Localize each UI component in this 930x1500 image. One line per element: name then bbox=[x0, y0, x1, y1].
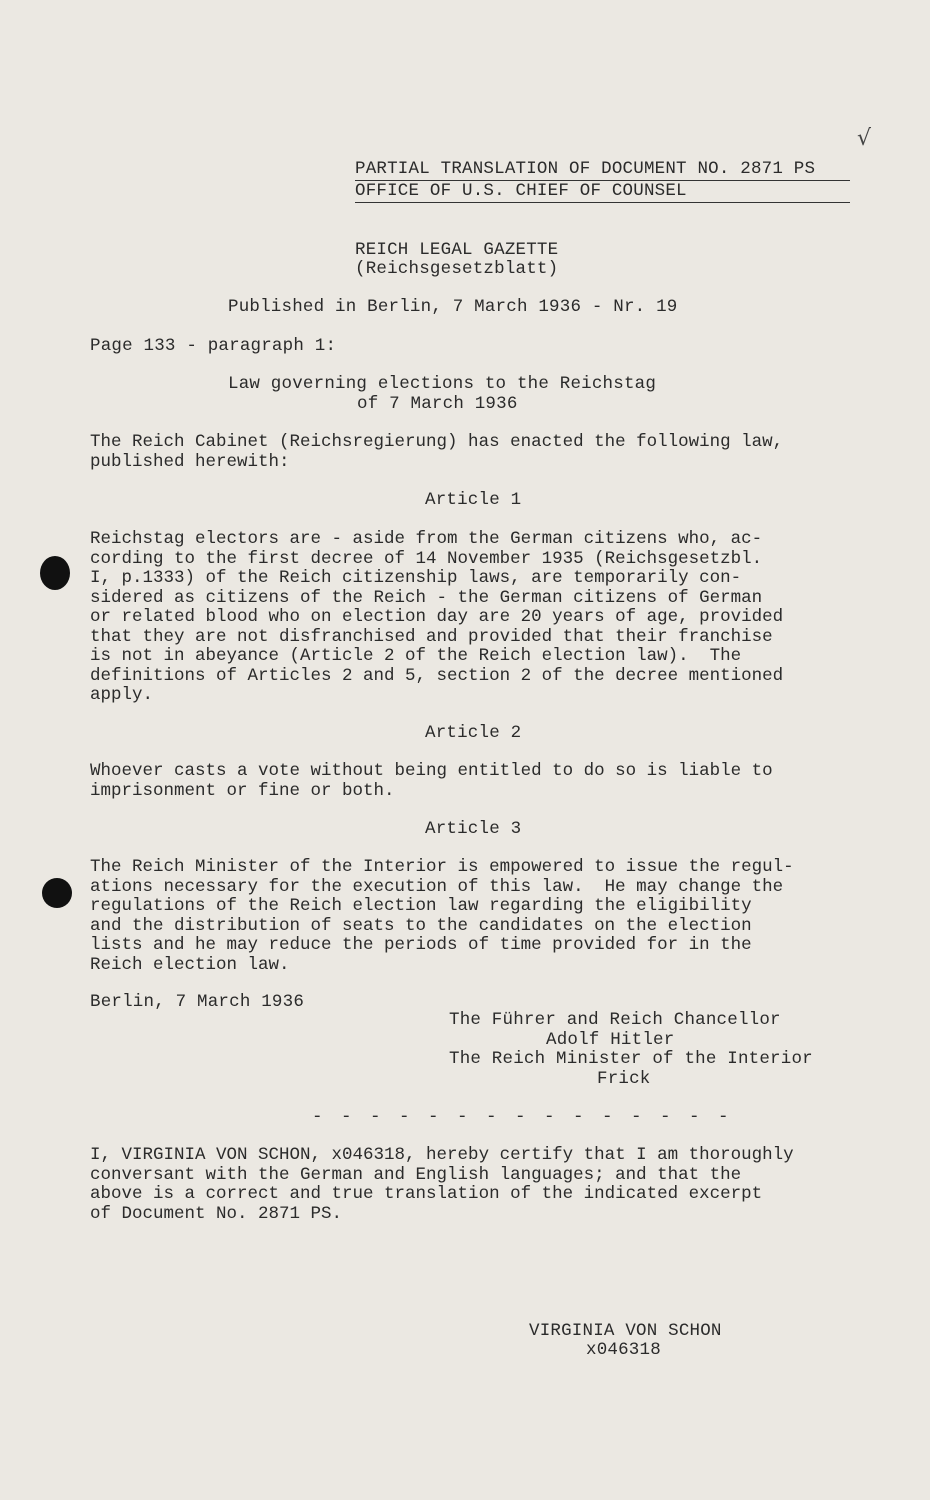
law-title-line-2: of 7 March 1936 bbox=[357, 394, 518, 414]
dateline: Berlin, 7 March 1936 bbox=[90, 992, 305, 1012]
header-line-1: PARTIAL TRANSLATION OF DOCUMENT NO. 2871 PS bbox=[355, 160, 850, 181]
punch-hole bbox=[40, 556, 70, 590]
page-reference: Page 133 - paragraph 1: bbox=[90, 336, 337, 356]
article-1-heading: Article 1 bbox=[425, 490, 522, 510]
gazette-subtitle: (Reichsgesetzblatt) bbox=[355, 259, 559, 279]
article-2-heading: Article 2 bbox=[425, 723, 522, 743]
certification-paragraph: I, VIRGINIA VON SCHON, x046318, hereby certify that I am thoroughly conversant with the German and English languages; and that the above is a correct and true translation of the indicated excerpt of Document No. 2871 PS. bbox=[90, 1145, 794, 1224]
article-3-heading: Article 3 bbox=[425, 819, 522, 839]
article-3-text: The Reich Minister of the Interior is empowered to issue the regul- ations necessary for the execution of this law. He may change the regulations of the Reich election law regarding the eligibility and the distribution of seats to the candidates on the election lists and he may reduce the periods of time provided for in the Reich election law. bbox=[90, 857, 794, 975]
gazette-title: REICH LEGAL GAZETTE bbox=[355, 240, 559, 260]
article-2-text: Whoever casts a vote without being entitled to do so is liable to imprisonment or fine or both. bbox=[90, 761, 773, 801]
signatory-1-name: Adolf Hitler bbox=[546, 1030, 675, 1050]
punch-hole bbox=[42, 878, 72, 908]
intro-paragraph: The Reich Cabinet (Reichsregierung) has enacted the following law, published herewith: bbox=[90, 432, 784, 472]
law-title-line-1: Law governing elections to the Reichstag bbox=[228, 374, 657, 394]
article-1-text: Reichstag electors are - aside from the German citizens who, ac- cording to the first decree of 14 November 1935 (Reichsgesetzbl. I, p.1333) of the Reich citizenship laws, are temporarily con- sidered as citizens of the Reich - the German citizens of German or related blood who on election day are 20 years of age, provided that they are not disfranchised and provided that their franchise is not in abeyance (Article 2 of the Reich election law). The definitions of Articles 2 and 5, section 2 of the decree mentioned apply. bbox=[90, 529, 784, 705]
checkmark-annotation: √ bbox=[857, 126, 872, 151]
translator-id: x046318 bbox=[586, 1340, 661, 1360]
translator-name: VIRGINIA VON SCHON bbox=[529, 1321, 722, 1341]
signatory-1-title: The Führer and Reich Chancellor bbox=[449, 1010, 781, 1030]
separator-line: - - - - - - - - - - - - - - - bbox=[312, 1107, 733, 1127]
header-line-2: OFFICE OF U.S. CHIEF OF COUNSEL bbox=[355, 182, 850, 203]
signatory-2-name: Frick bbox=[597, 1069, 651, 1089]
signatory-2-title: The Reich Minister of the Interior bbox=[449, 1049, 813, 1069]
published-line: Published in Berlin, 7 March 1936 - Nr. 19 bbox=[228, 297, 678, 317]
